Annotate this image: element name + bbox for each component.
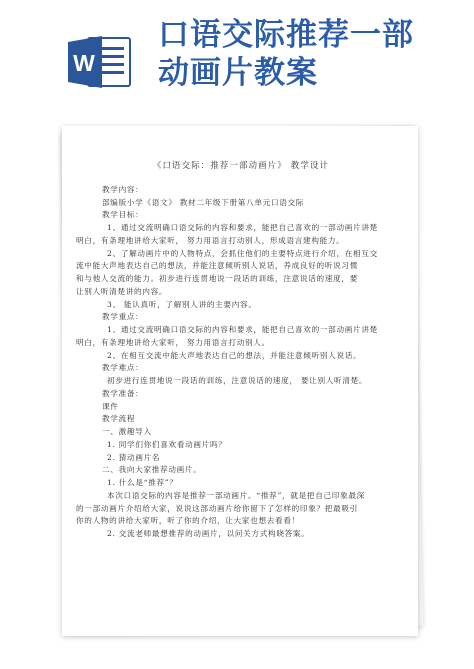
doc-line: 课件 xyxy=(102,401,119,411)
doc-line: 的一部动画片介绍给大家，说说这部动画片给你留下了怎样的印象？把最吸引 xyxy=(76,503,358,513)
document-page xyxy=(62,126,418,636)
doc-line: 流中能大声地表达自己的想法，并能注意倾听别人说话，养成良好的听说习惯 xyxy=(76,261,358,271)
doc-line: 教学内容： xyxy=(102,184,144,194)
header-banner xyxy=(0,0,474,112)
doc-line: 1、通过交流明确口语交际的内容和要求，能把自己喜欢的一部动画片讲楚 xyxy=(107,325,378,334)
headline-line-2: 动画片教案 xyxy=(158,55,318,91)
doc-line: 你的人物的讲给大家听，听了你的介绍，让大家也想去看看！ xyxy=(76,516,300,526)
doc-line: 教学准备： xyxy=(102,388,144,398)
word-logo-letter: W xyxy=(73,50,95,76)
doc-line: 2. 猜动画片名 xyxy=(107,452,161,462)
doc-line: 教学难点： xyxy=(102,363,144,373)
doc-line: 1. 什么是“推荐”？ xyxy=(107,478,178,487)
doc-line: 1、通过交流明确口语交际的内容和要求，能把自己喜欢的一部动画片讲楚 xyxy=(107,223,378,232)
doc-line: 和与他人交流的能力。初步进行连贯地说一段话的训练，注意说话的速度，要 xyxy=(76,274,358,283)
doc-line: 2、在相互交流中能大声地表达自己的想法，并能注意倾听别人说话。 xyxy=(107,350,362,360)
doc-line: 让别人听清楚讲的内容。 xyxy=(76,286,168,296)
doc-line: 二、我向大家推荐动画片。 xyxy=(102,465,202,475)
doc-line: 2、了解动画片中的人物特点，会抓住他们的主要特点进行介绍，在相互交 xyxy=(107,248,378,258)
doc-line: 3、 能认真听，了解别人讲的主要内容。 xyxy=(107,299,257,309)
doc-line: 教学流程 xyxy=(102,414,136,424)
document-body xyxy=(76,159,406,541)
document-title: 《口语交际：推荐一部动画片》 教学设计 xyxy=(152,160,330,170)
headline xyxy=(158,16,458,92)
doc-line: 教学重点： xyxy=(102,312,144,322)
doc-line: 明白，有条理地讲给大家听， 努力用语言打动别人，形成语言建构能力。 xyxy=(76,235,345,245)
doc-line: 初步进行连贯地说一段话的训练，注意说话的速度， 要让别人听清楚。 xyxy=(107,376,368,385)
word-icon xyxy=(68,32,132,92)
doc-line: 2. 交流老师最想推荐的动画片，以问关方式构晓答案。 xyxy=(107,529,310,538)
doc-line: 一、激趣导入 xyxy=(102,427,152,436)
doc-line: 1. 同学们你们喜欢看动画片吗？ xyxy=(107,439,227,449)
doc-line: 本次口语交际的内容是推荐一部动画片。“推荐”，就是把自己印象最深 xyxy=(107,490,365,500)
doc-line: 明白，有条理地讲给大家听， 努力用语言打动别人。 xyxy=(76,337,270,347)
doc-line: 部编版小学《语文》 教材二年级下册第八单元口语交际 xyxy=(102,197,305,207)
headline-line-1: 口语交际推荐一部 xyxy=(158,17,414,53)
doc-line: 教学目标： xyxy=(102,210,144,220)
